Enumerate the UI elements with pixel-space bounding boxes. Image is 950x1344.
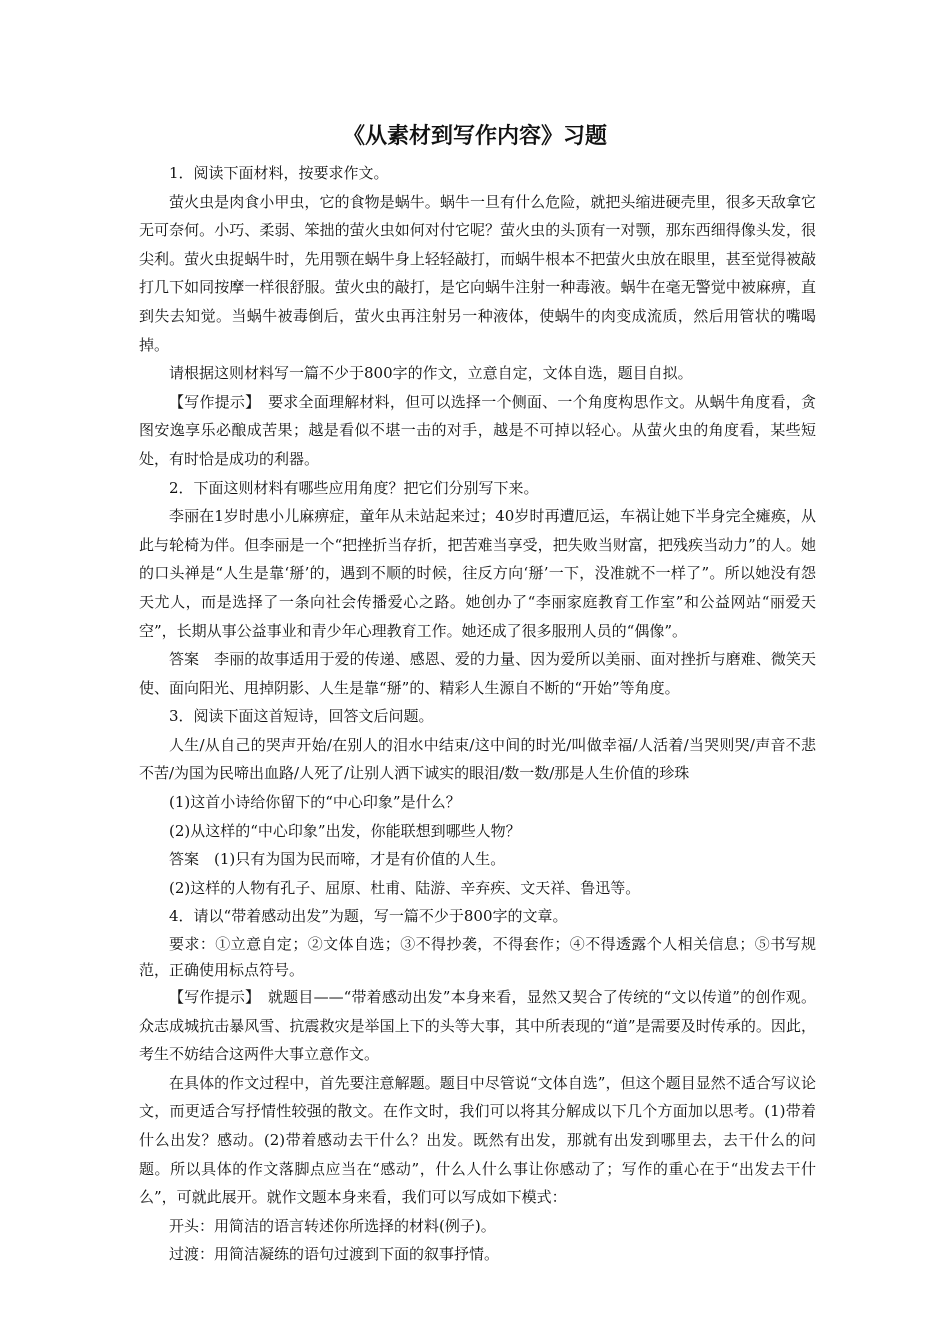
writing-tip-4: 【写作提示】 就题目——“带着感动出发”本身来看，显然又契合了传统的“文以传道”的创作观。众志成城抗击暴风雪、抗震救灾是举国上下的头等大事，其中所表现的“道”是需要及时传承的。因此，考生不妨结合这两件大事立意作文。 [139, 988, 816, 1064]
question-1-requirement: 请根据这则材料写一篇不少于800字的作文，立意自定，文体自选，题目自拟。 [169, 364, 693, 383]
answer-3-part-2: (2)这样的人物有孔子、屈原、杜甫、陆游、辛弃疾、文天祥、鲁迅等。 [169, 878, 641, 897]
question-2-prompt: 2．下面这则材料有哪些应用角度？把它们分别写下来。 [169, 478, 539, 497]
sub-question-1: (1)这首小诗给你留下的“中心印象”是什么？ [169, 793, 461, 812]
question-4-prompt: 4．请以“带着感动出发”为题，写一篇不少于800字的文章。 [169, 907, 568, 926]
material-li-li: 李丽在1岁时患小儿麻痹症，童年从未站起来过；40岁时再遭厄运，车祸让她下半身完全瘫痪，从此与轮椅为伴。但李丽是一个“把挫折当存折，把苦难当享受，把失败当财富，把残疾当动力”的人。她的口头禅是“人生是靠‘掰’的，遇到不顺的时候，往反方向‘掰’一下，没准就不一样了”。所以她没有怨天尤人，而是选择了一条向社会传播爱心之路。她创办了“李丽家庭教育工作室”和公益网站“丽爱天空”，长期从事公益事业和青少年心理教育工作。她还成了很多服刑人员的“偶像”。 [139, 507, 816, 640]
structure-opening: 开头：用简洁的语言转述你所选择的材料(例子)。 [169, 1216, 496, 1235]
answer-2: 答案 李丽的故事适用于爱的传递、感恩、爱的力量、因为爱所以美丽、面对挫折与磨难、微笑天使、面向阳光、甩掉阴影、人生是靠“掰”的、精彩人生源自不断的“开始”等角度。 [139, 650, 816, 697]
writing-tip-1: 【写作提示】 要求全面理解材料，但可以选择一个侧面、一个角度构思作文。从蜗牛角度看，贪图安逸享乐必酿成苦果；越是看似不堪一击的对手，越是不可掉以轻心。从萤火虫的角度看，某些短处，有时恰是成功的利器。 [139, 392, 816, 468]
answer-3-part-1: 答案 (1)只有为国为民而啼，才是有价值的人生。 [169, 850, 506, 869]
question-1-prompt: 1．阅读下面材料，按要求作文。 [169, 164, 389, 182]
page-title: 《从素材到写作内容》习题 [342, 124, 607, 149]
document-body [139, 159, 816, 1269]
writing-analysis: 在具体的作文过程中，首先要注意解题。题目中尽管说“文体自选”，但这个题目显然不适合写议论文，而更适合写抒情性较强的散文。在作文时，我们可以将其分解成以下几个方面加以思考。(1)带着什么出发？感动。(2)带着感动去干什么？出发。既然有出发，那就有出发到哪里去，去干什么的问题。所以具体的作文落脚点应当在“感动”，什么人什么事让你感动了；写作的重心在于“出发去干什么”，可就此展开。就作文题本身来看，我们可以写成如下模式： [139, 1073, 816, 1207]
question-4-requirements: 要求：①立意自定；②文体自选；③不得抄袭，不得套作；④不得透露个人相关信息；⑤书写规范，正确使用标点符号。 [139, 935, 816, 980]
material-firefly: 萤火虫是肉食小甲虫，它的食物是蜗牛。蜗牛一旦有什么危险，就把头缩进硬壳里，很多天敌拿它无可奈何。小巧、柔弱、笨拙的萤火虫如何对付它呢？萤火虫的头顶有一对颚，那东西细得像头发，很尖利。萤火虫捉蜗牛时，先用颚在蜗牛身上轻轻敲打，而蜗牛根本不把萤火虫放在眼里，甚至觉得被敲打几下如同按摩一样很舒服。萤火虫的敲打，是它向蜗牛注射一种毒液。蜗牛在毫无警觉中被麻痹，直到失去知觉。当蜗牛被毒倒后，萤火虫再注射另一种液体，使蜗牛的肉变成流质，然后用管状的嘴喝掉。 [139, 192, 816, 354]
question-3-prompt: 3．阅读下面这首短诗，回答文后问题。 [169, 707, 434, 726]
poem-text: 人生/从自己的哭声开始/在别人的泪水中结束/这中间的时光/叫做幸福/人活着/当哭则哭/声音不悲不苦/为国为民啼出血路/人死了/让别人洒下诚实的眼泪/数一数/那是人生价值的珍珠 [139, 735, 816, 783]
structure-transition: 过渡：用简洁凝练的语句过渡到下面的叙事抒情。 [169, 1245, 500, 1264]
sub-question-2: (2)从这样的“中心印象”出发，你能联想到哪些人物？ [169, 821, 521, 840]
